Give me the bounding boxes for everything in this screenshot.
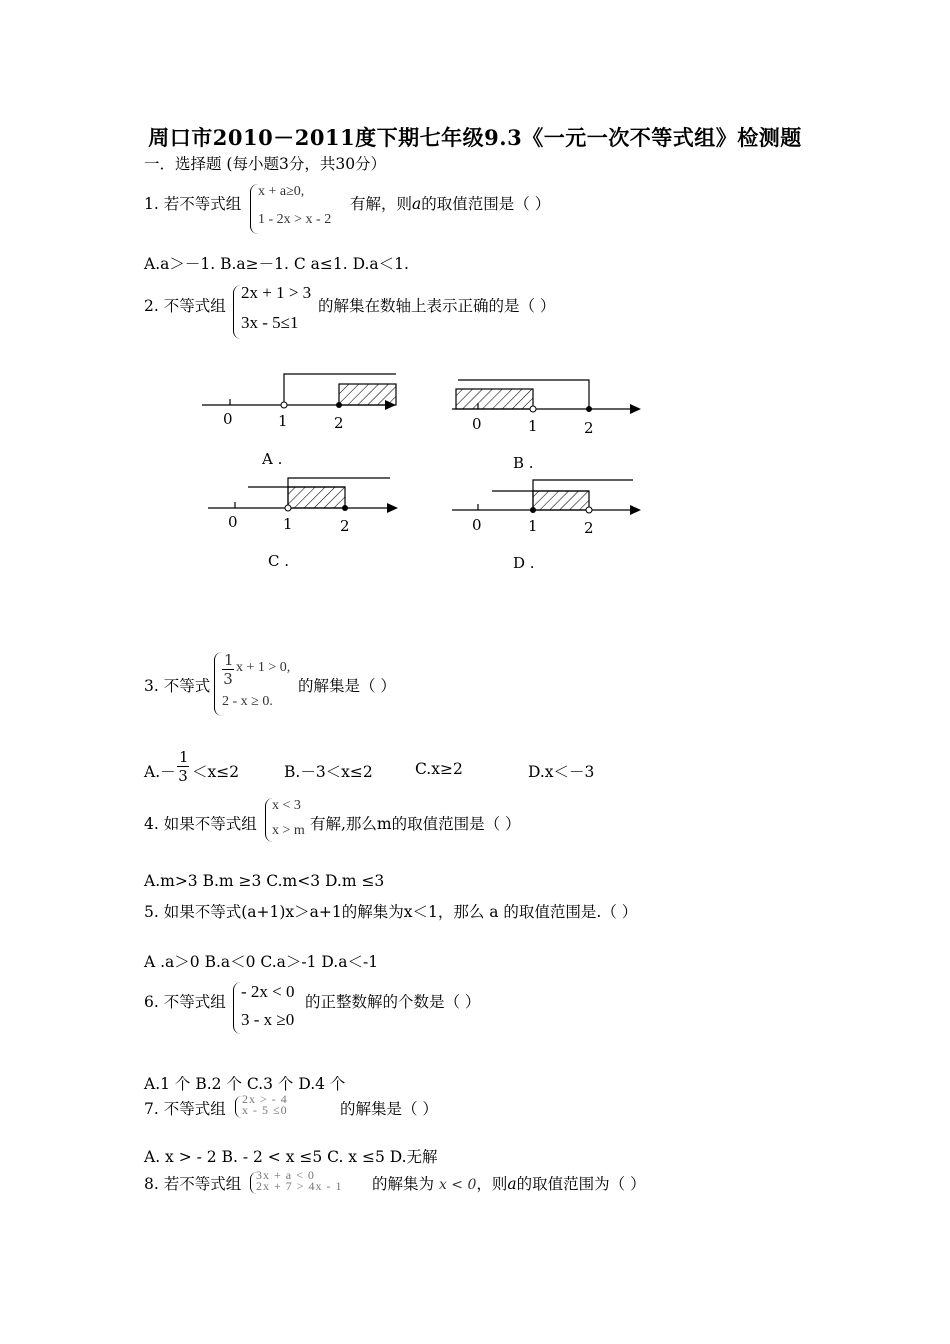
nl-d-tick-0: 0 xyxy=(472,516,482,534)
q2-prefix: 2. 不等式组 xyxy=(144,297,226,315)
nl-a-tick-2: 2 xyxy=(334,414,344,432)
nl-c-label: C . xyxy=(268,552,290,570)
q7-prefix: 7. 不等式组 xyxy=(144,1100,226,1118)
number-line-a xyxy=(202,374,396,410)
q8-inequality-1: 3x + a < 0 xyxy=(256,1168,315,1182)
nl-b-tick-1: 1 xyxy=(528,417,538,435)
q3-option-a-fraction: $\frac{1}{3}$ xyxy=(178,748,189,785)
q4-prefix: 4. 如果不等式组 xyxy=(144,815,257,833)
q7-inequality-2: x - 5 ≤0 xyxy=(242,1103,288,1117)
nl-a-tick-1: 1 xyxy=(278,412,288,430)
nl-a-label: A . xyxy=(262,450,283,468)
q3-option-a-prefix: A.－ xyxy=(144,763,176,781)
nl-d-tick-1: 1 xyxy=(528,517,538,535)
q5-question: 5. 如果不等式(a+1)x＞a+1的解集为x＜1，那么 a 的取值范围是.（ ） xyxy=(144,903,638,921)
q6-suffix: 的正整数解的个数是（ ） xyxy=(305,993,481,1011)
q3-option-c: C.x≥2 xyxy=(415,760,463,778)
nl-d-tick-2: 2 xyxy=(584,519,594,537)
q3-option-d: D.x＜－3 xyxy=(528,763,595,781)
q1-options: A.a＞－1. B.a≥－1. C a≤1. D.a＜1. xyxy=(144,255,409,273)
nl-c-tick-2: 2 xyxy=(340,517,350,535)
q2-inequality-1: 2x + 1 > 3 xyxy=(241,283,312,302)
q3-suffix: 的解集是（ ） xyxy=(298,677,396,695)
q2-suffix: 的解集在数轴上表示正确的是（ ） xyxy=(318,297,556,315)
nl-b-tick-0: 0 xyxy=(472,415,482,433)
q4-inequality-1: x < 3 xyxy=(272,798,301,813)
q4-suffix: 有解,那么m的取值范围是（ ） xyxy=(310,815,521,833)
q8-prefix: 8. 若不等式组 xyxy=(144,1175,242,1193)
q6-prefix: 6. 不等式组 xyxy=(144,993,226,1011)
q3-prefix: 3. 不等式 xyxy=(144,677,211,695)
q2-number-lines xyxy=(0,0,950,600)
q6-inequality-2: 3 - x ≥0 xyxy=(241,1010,295,1029)
q8-condition: x < 0 xyxy=(438,1177,477,1193)
q5-options: A .a＞0 B.a＜0 C.a＞-1 D.a＜-1 xyxy=(144,953,379,971)
q2-inequality-2: 3x - 5≤1 xyxy=(241,313,299,332)
section-heading: 一．选择题 (每小题3分，共30分） xyxy=(144,155,387,173)
q3-inequality-2: 2 - x ≥ 0. xyxy=(222,694,273,709)
q8-suffix: 的解集为 x < 0，则a的取值范围为（ ） xyxy=(372,1175,646,1193)
nl-a-tick-0: 0 xyxy=(223,410,233,428)
q8-inequality-2: 2x + 7 > 4x - 1 xyxy=(256,1179,343,1193)
number-line-b xyxy=(452,380,641,414)
nl-b-label: B . xyxy=(513,454,534,472)
q1-inequality-2: 1 - 2x > x - 2 xyxy=(258,212,332,227)
q4-options: A.m>3 B.m ≥3 C.m<3 D.m ≤3 xyxy=(144,872,385,890)
nl-b-tick-2: 2 xyxy=(584,419,594,437)
q4-inequality-2: x > m xyxy=(272,823,305,838)
q1-prefix: 1. 若不等式组 xyxy=(144,195,242,213)
number-line-c xyxy=(208,478,398,513)
q1-inequality-1: x + a≥0, xyxy=(258,184,305,199)
q3-option-b: B.－3＜x≤2 xyxy=(284,763,373,781)
q7-suffix: 的解集是（ ） xyxy=(340,1100,438,1118)
nl-c-tick-1: 1 xyxy=(283,515,293,533)
q7-brace xyxy=(235,1096,242,1118)
q3-fraction: $\frac{1}{3}$ xyxy=(223,651,234,688)
page-title: 周口市2010－2011度下期七年级9.3《一元一次不等式组》检测题 xyxy=(148,125,802,150)
q3-inequality-1: x + 1 > 0, xyxy=(236,660,291,675)
number-line-d xyxy=(452,480,641,515)
q1-suffix: 有解，则a的取值范围是（ ） xyxy=(350,195,551,213)
q7-inequality-1: 2x > - 4 xyxy=(242,1092,288,1106)
q3-option-a-rest: ＜x≤2 xyxy=(192,763,240,781)
nl-c-tick-0: 0 xyxy=(228,513,238,531)
nl-d-label: D . xyxy=(513,554,535,572)
q7-options: A. x > - 2 B. - 2 < x ≤5 C. x ≤5 D.无解 xyxy=(144,1148,438,1166)
q6-inequality-1: - 2x < 0 xyxy=(241,982,295,1001)
q6-options: A.1 个 B.2 个 C.3 个 D.4 个 xyxy=(144,1075,346,1093)
